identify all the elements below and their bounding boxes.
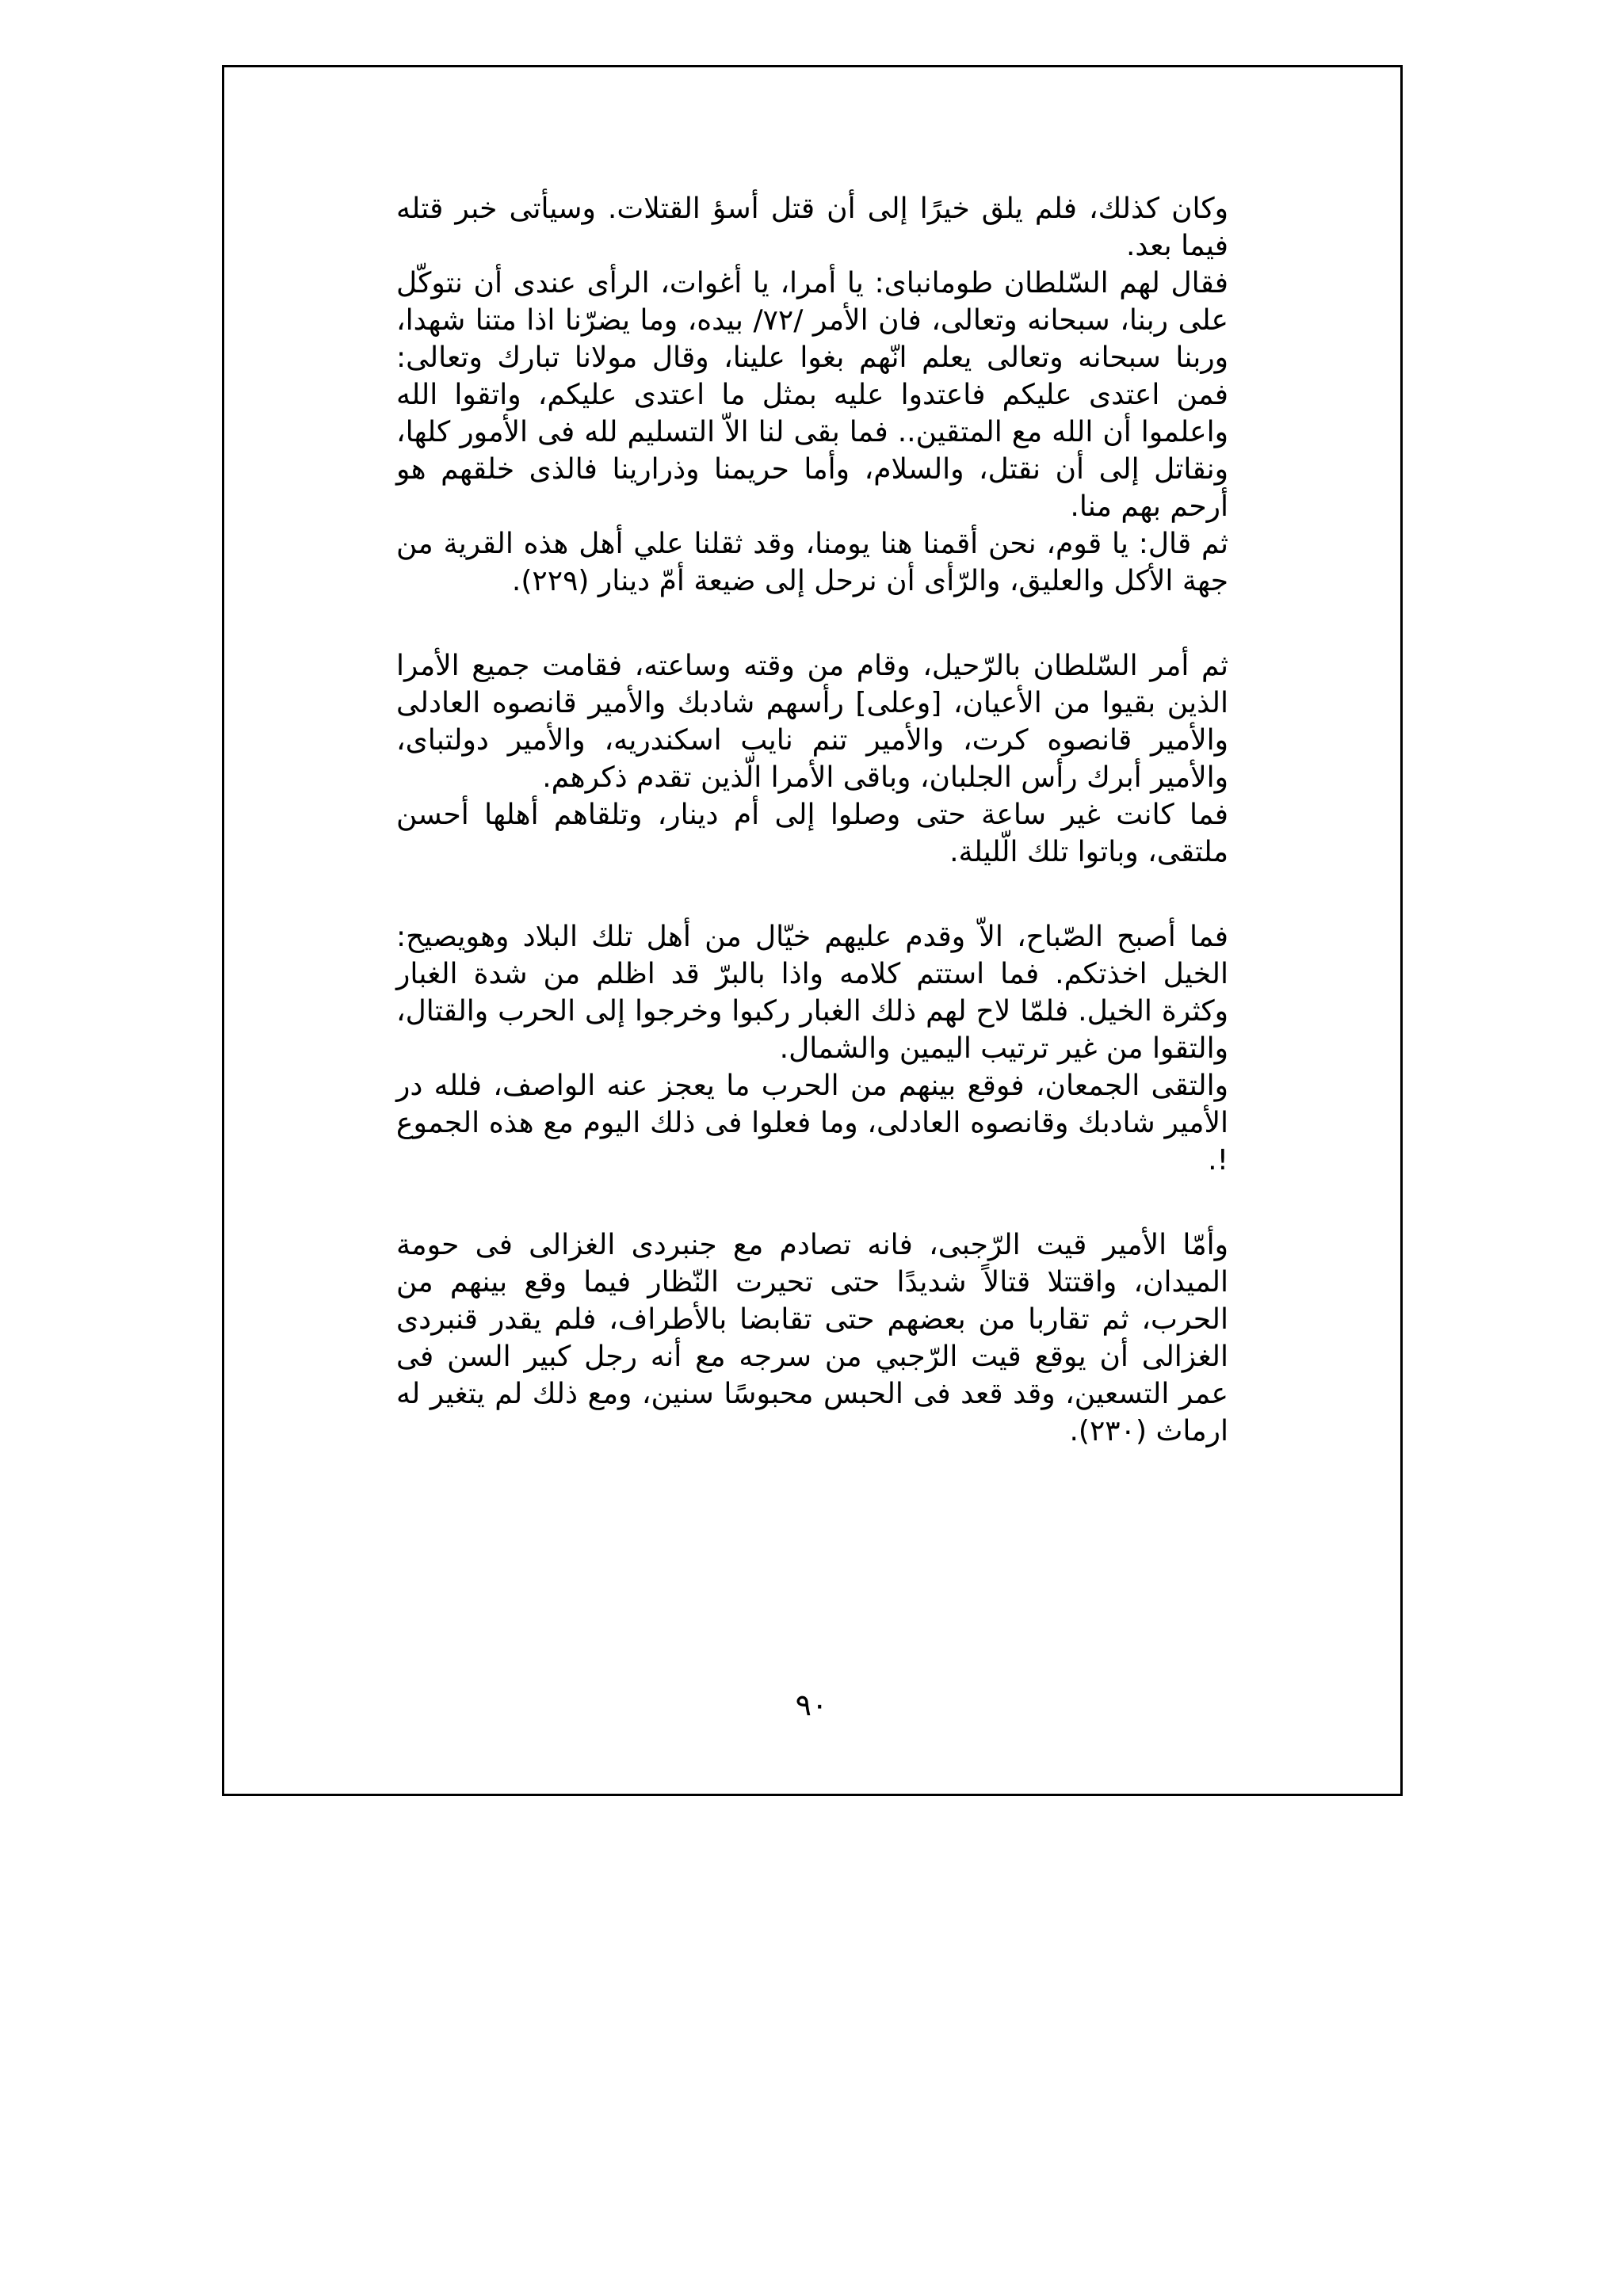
paragraph: ثم أمر السّلطان بالرّحيل، وقام من وقته وساعته، فقامت جميع الأمرا الذين بقيوا من الأعيان، [وعلى] رأسهم شادبك والأمير قانصوه العادلى والأمير قانصوه كرت، والأمير تنم نايب اسكندريه، والأمير دولتباى، والأمير أبرك رأس الجلبان، وباقى الأمرا الّذين تقدم ذكرهم. <box>396 650 1228 794</box>
paragraph: فما أصبح الصّباح، الاّ وقدم عليهم خيّال من أهل تلك البلاد وهويصيح: الخيل اخذتكم. فما استتم كلامه واذا بالبرّ قد اظلم من شدة الغبار وكثرة الخيل. فلمّا لاح لهم ذلك الغبار ركبوا وخرجوا إلى الحرب والقتال، والتقوا من غير ترتيب اليمين والشمال. <box>396 921 1228 1065</box>
paragraph: وأمّا الأمير قيت الرّجبى، فانه تصادم مع جنبردى الغزالى فى حومة الميدان، واقتتلا قتالاً شديدًا حتى تحيرت النّظار فيما وقع بينهم من الحرب، ثم تقاربا من بعضهم حتى تقابضا بالأطراف، فلم يقدر قنبردى الغزالى أن يوقع قيت الرّجبي من سرجه مع أنه رجل كبير السن فى عمر التسعين، وقد قعد فى الحبس محبوسًا سنين، ومع ذلك لم يتغير له ارماث (٢٣٠). <box>396 1229 1228 1447</box>
paragraph: فقال لهم السّلطان طومانباى: يا أمرا، يا أغوات، الرأى عندى أن نتوكّل على ربنا، سبحانه وتعالى، فان الأمر /٧٢/ بيده، وما يضرّنا اذا متنا شهدا، وربنا سبحانه وتعالى يعلم انّهم بغوا علينا، وقال مولانا تبارك وتعالى: فمن اعتدى عليكم فاعتدوا عليه بمثل ما اعتدى عليكم، واتقوا الله واعلموا أن الله مع المتقين.. فما بقى لنا الاّ التسليم لله فى الأمور كلها، ونقاتل إلى أن نقتل، والسلام، وأما حريمنا وذرارينا فالذى خلقهم هو أرحم بهم منا. <box>396 267 1228 523</box>
main-text <box>396 190 1228 1450</box>
page-number: ٩٠ <box>795 1688 828 1722</box>
paragraph: فما كانت غير ساعة حتى وصلوا إلى أم دينار، وتلقاهم أهلها أحسن ملتقى، وباتوا تلك الّليلة. <box>396 799 1228 868</box>
paragraph: والتقى الجمعان، فوقع بينهم من الحرب ما يعجز عنه الواصف، فلله در الأمير شادبك وقانصوه العادلى، وما فعلوا فى ذلك اليوم مع هذه الجموع !. <box>396 1070 1228 1177</box>
paragraph: ثم قال: يا قوم، نحن أقمنا هنا يومنا، وقد ثقلنا علي أهل هذه القرية من جهة الأكل والعليق، والرّأى أن نرحل إلى ضيعة أمّ دينار (٢٢٩). <box>396 528 1228 597</box>
paragraph: وكان كذلك، فلم يلق خيرًا إلى أن قتل أسؤ القتلات. وسيأتى خبر قتله فيما بعد. <box>396 193 1228 262</box>
